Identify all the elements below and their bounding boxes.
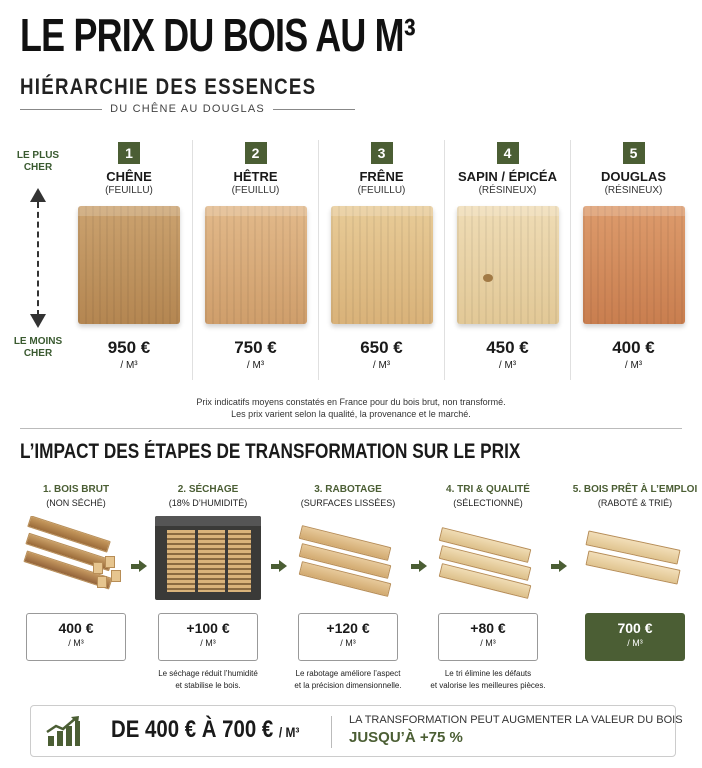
wood-block-image [331, 206, 433, 324]
step-desc-line-1: Le tri élimine les défauts [444, 669, 532, 678]
note-line-2: Les prix varient selon la qualité, la provenance et le marché. [231, 409, 471, 419]
summary-main-text: DE 400 € À 700 € [111, 716, 274, 743]
step-card [290, 484, 406, 692]
species-price: 400 € [612, 338, 655, 357]
step-price: 700 € [617, 620, 653, 636]
summary-range [111, 716, 299, 744]
summary-line-2: JUSQU’À +75 % [349, 729, 463, 746]
step-price: +120 € [326, 620, 370, 636]
step-subtitle: (SÉLECTIONNÉ) [453, 498, 523, 508]
step-price: 400 € [58, 620, 94, 636]
wood-block-image [457, 206, 559, 324]
step-price-box [26, 613, 126, 661]
step-description [430, 668, 546, 692]
species-name: CHÊNE [106, 169, 152, 184]
species-price: 950 € [107, 338, 151, 357]
species-card [444, 140, 570, 380]
step-price-box [298, 613, 398, 661]
transformation-steps [18, 484, 702, 690]
knot-icon [483, 274, 493, 282]
step-title: 1. BOIS BRUT [42, 484, 110, 495]
step-unit: / M³ [627, 638, 643, 648]
step-card [18, 484, 134, 661]
step-price: +80 € [470, 620, 506, 636]
price-note [0, 396, 702, 420]
step-subtitle: (18% D’HUMIDITÉ) [168, 498, 248, 508]
step-description [150, 668, 266, 692]
price-axis [8, 150, 68, 370]
species-name: FRÊNE [359, 169, 404, 184]
species-unit: / M³ [120, 360, 138, 371]
step-card [150, 484, 266, 692]
step-unit: / M³ [340, 638, 356, 648]
species-price: 650 € [360, 338, 403, 357]
page-title: LE PRIX DU BOIS AU M³ [20, 9, 415, 61]
species-row [66, 140, 696, 380]
step-unit: / M³ [480, 638, 496, 648]
step-desc-line-2: et valorise les meilleures pièces. [430, 681, 546, 690]
species-price: 450 € [486, 338, 529, 357]
step-price-box [438, 613, 538, 661]
species-kind: (RÉSINEUX) [478, 185, 537, 196]
note-line-1: Prix indicatifs moyens constatés en France pour du bois brut, non transformé. [196, 397, 506, 407]
sorted-boards-image [435, 516, 541, 600]
species-unit: / M³ [372, 360, 391, 371]
species-card [318, 140, 444, 380]
step-desc-line-1: Le rabotage améliore l’aspect [295, 669, 401, 678]
tagline-rule-left [20, 109, 102, 110]
section-title: L’IMPACT DES ÉTAPES DE TRANSFORMATION SUR LE PRIX [20, 440, 521, 463]
step-card [570, 484, 700, 661]
step-title: 2. SÉCHAGE [177, 484, 239, 495]
tagline-rule-right [273, 109, 355, 110]
step-subtitle: (SURFACES LISSÉES) [300, 498, 396, 508]
summary-separator [331, 716, 332, 748]
species-kind: (FEUILLU) [105, 185, 153, 196]
rank-badge: 2 [245, 142, 267, 164]
species-card [192, 140, 318, 380]
species-kind: (FEUILLU) [357, 185, 406, 196]
arrow-right-icon [411, 560, 427, 572]
drying-kiln-image [155, 516, 261, 600]
arrow-right-icon [271, 560, 287, 572]
step-subtitle: (NON SÉCHÉ) [46, 498, 106, 508]
wood-block-image [583, 206, 685, 324]
species-price: 750 € [234, 338, 277, 357]
axis-dashed-line [37, 202, 39, 316]
step-unit: / M³ [200, 638, 216, 648]
species-unit: / M³ [624, 360, 643, 371]
wood-block-image [205, 206, 307, 324]
step-title: 3. RABOTAGE [314, 484, 382, 495]
rank-badge: 3 [371, 142, 393, 164]
species-name: SAPIN / ÉPICÉA [458, 169, 557, 184]
planed-boards-image [295, 516, 401, 600]
axis-bottom-label: LE MOINS CHER [13, 336, 63, 359]
summary-banner [30, 705, 683, 757]
species-card [570, 140, 696, 380]
rank-badge: 5 [623, 142, 645, 164]
arrow-up-icon [30, 188, 46, 202]
step-title: 5. BOIS PRÊT À L’EMPLOI [572, 484, 698, 495]
species-kind: (FEUILLU) [231, 185, 280, 196]
section-divider [20, 428, 682, 429]
step-desc-line-2: et la précision dimensionnelle. [294, 681, 402, 690]
axis-top-label: LE PLUS CHER [16, 150, 60, 173]
raw-logs-image [23, 516, 129, 600]
summary-unit: / M³ [278, 724, 300, 740]
summary-line-1: LA TRANSFORMATION PEUT AUGMENTER LA VALEUR DU BOIS [349, 714, 683, 726]
page-subtitle: HIÉRARCHIE DES ESSENCES [20, 74, 317, 99]
species-card [66, 140, 192, 380]
growth-chart-icon [45, 716, 81, 748]
step-price: +100 € [186, 620, 230, 636]
arrow-right-icon [551, 560, 567, 572]
ready-boards-image [582, 516, 688, 600]
species-name: HÊTRE [233, 169, 278, 184]
step-description [290, 668, 406, 692]
step-desc-line-1: Le séchage réduit l’humidité [158, 669, 258, 678]
rank-badge: 1 [118, 142, 140, 164]
species-unit: / M³ [498, 360, 517, 371]
step-title: 4. TRI & QUALITÉ [446, 484, 530, 495]
tagline-row [20, 103, 355, 115]
species-name: DOUGLAS [601, 169, 666, 184]
arrow-down-icon [30, 314, 46, 328]
wood-block-image [78, 206, 180, 324]
tagline: DU CHÊNE AU DOUGLAS [110, 103, 265, 115]
step-desc-line-2: et stabilise le bois. [175, 681, 241, 690]
step-price-box [158, 613, 258, 661]
step-card [430, 484, 546, 692]
step-subtitle: (RABOTÉ & TRIÉ) [597, 498, 673, 508]
summary-message [349, 714, 683, 746]
rank-badge: 4 [497, 142, 519, 164]
step-price-box-final [585, 613, 685, 661]
arrow-right-icon [131, 560, 147, 572]
species-kind: (RÉSINEUX) [604, 185, 663, 196]
step-unit: / M³ [68, 638, 84, 648]
species-unit: / M³ [246, 360, 265, 371]
